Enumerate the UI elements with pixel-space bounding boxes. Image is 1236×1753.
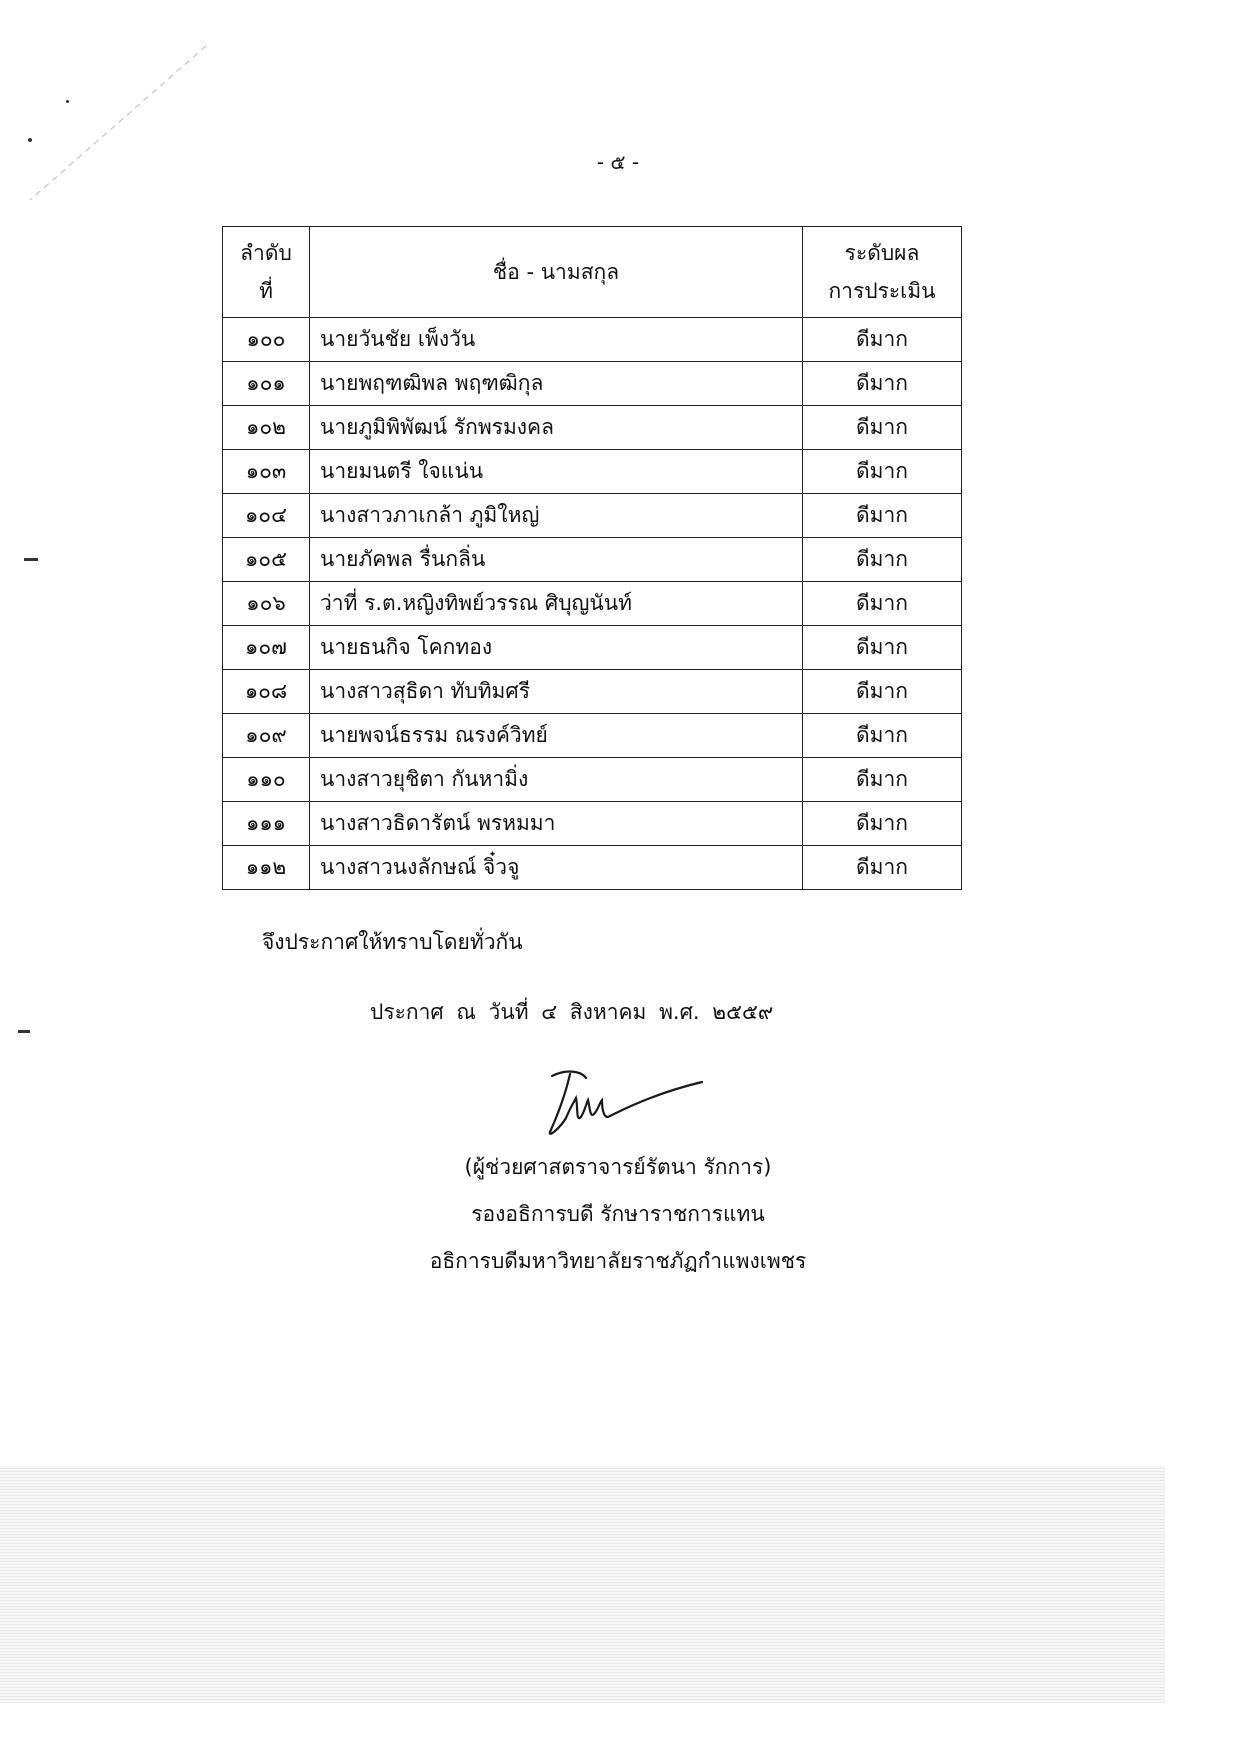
row-level: ดีมาก: [803, 494, 962, 538]
table-row: [223, 362, 962, 406]
row-number: ๑๐๕: [223, 538, 310, 582]
scan-streak: [20, 40, 210, 210]
row-level: ดีมาก: [803, 318, 962, 362]
header-full-name: ชื่อ - นามสกุล: [310, 227, 803, 318]
table-row: [223, 450, 962, 494]
row-level: ดีมาก: [803, 626, 962, 670]
row-name: นายภัคพล รื่นกลิ่น: [310, 538, 803, 582]
table-row: [223, 846, 962, 890]
header-evaluation-level: ระดับผล การประเมิน: [803, 227, 962, 318]
row-name: นายมนตรี ใจแน่น: [310, 450, 803, 494]
signer-organization: อธิการบดีมหาวิทยาลัยราชภัฏกำแพงเพชร: [429, 1249, 807, 1273]
row-level: ดีมาก: [803, 406, 962, 450]
row-name: นายพฤฑฒิพล พฤฑฒิกุล: [310, 362, 803, 406]
row-level: ดีมาก: [803, 362, 962, 406]
row-level: ดีมาก: [803, 846, 962, 890]
row-level: ดีมาก: [803, 714, 962, 758]
scan-noise-band: [0, 1466, 1165, 1703]
table-row: [223, 406, 962, 450]
table-row: [223, 318, 962, 362]
announcement-date: ประกาศ ณ วันที่ ๔ สิงหาคม พ.ศ. ๒๕๕๙: [370, 1000, 774, 1024]
row-level: ดีมาก: [803, 538, 962, 582]
row-number: ๑๐๑: [223, 362, 310, 406]
table-row: [223, 714, 962, 758]
signer-name: (ผู้ช่วยศาสตราจารย์รัตนา รักการ): [464, 1155, 772, 1179]
row-level: ดีมาก: [803, 758, 962, 802]
header-order-number: ลำดับ ที่: [223, 227, 310, 318]
row-number: ๑๐๗: [223, 626, 310, 670]
row-level: ดีมาก: [803, 450, 962, 494]
handwritten-signature: [540, 1062, 710, 1142]
row-name: นางสาวยุชิตา กันหามิ่ง: [310, 758, 803, 802]
row-level: ดีมาก: [803, 582, 962, 626]
row-name: ว่าที่ ร.ต.หญิงทิพย์วรรณ ศิบุญนันท์: [310, 582, 803, 626]
signer-position: รองอธิการบดี รักษาราชการแทน: [471, 1202, 765, 1226]
table-row: [223, 670, 962, 714]
page-number: - ๕ -: [596, 150, 640, 174]
row-name: นางสาวภาเกล้า ภูมิใหญ่: [310, 494, 803, 538]
scan-speck: [24, 558, 38, 561]
scan-speck: [18, 1030, 30, 1033]
table-row: [223, 802, 962, 846]
closing-statement: จึงประกาศให้ทราบโดยทั่วกัน: [262, 930, 523, 954]
table-row: [223, 538, 962, 582]
row-name: นางสาวนงลักษณ์ จิ๋วจู: [310, 846, 803, 890]
row-level: ดีมาก: [803, 670, 962, 714]
row-number: ๑๐๓: [223, 450, 310, 494]
table-row: [223, 626, 962, 670]
row-number: ๑๑๐: [223, 758, 310, 802]
row-number: ๑๐๖: [223, 582, 310, 626]
row-number: ๑๑๒: [223, 846, 310, 890]
row-number: ๑๐๔: [223, 494, 310, 538]
row-name: นายวันชัย เพ็งวัน: [310, 318, 803, 362]
row-number: ๑๑๑: [223, 802, 310, 846]
evaluation-results-table: [222, 226, 962, 890]
row-name: นายภูมิพิพัฒน์ รักพรมงคล: [310, 406, 803, 450]
row-name: นางสาวสุธิดา ทับทิมศรี: [310, 670, 803, 714]
row-name: นางสาวธิดารัตน์ พรหมมา: [310, 802, 803, 846]
row-number: ๑๐๐: [223, 318, 310, 362]
table-row: [223, 758, 962, 802]
row-name: นายธนกิจ โคกทอง: [310, 626, 803, 670]
table-row: [223, 582, 962, 626]
row-name: นายพจน์ธรรม ณรงค์วิทย์: [310, 714, 803, 758]
row-level: ดีมาก: [803, 802, 962, 846]
row-number: ๑๐๒: [223, 406, 310, 450]
table-header-row: [223, 227, 962, 318]
row-number: ๑๐๙: [223, 714, 310, 758]
row-number: ๑๐๘: [223, 670, 310, 714]
table-row: [223, 494, 962, 538]
